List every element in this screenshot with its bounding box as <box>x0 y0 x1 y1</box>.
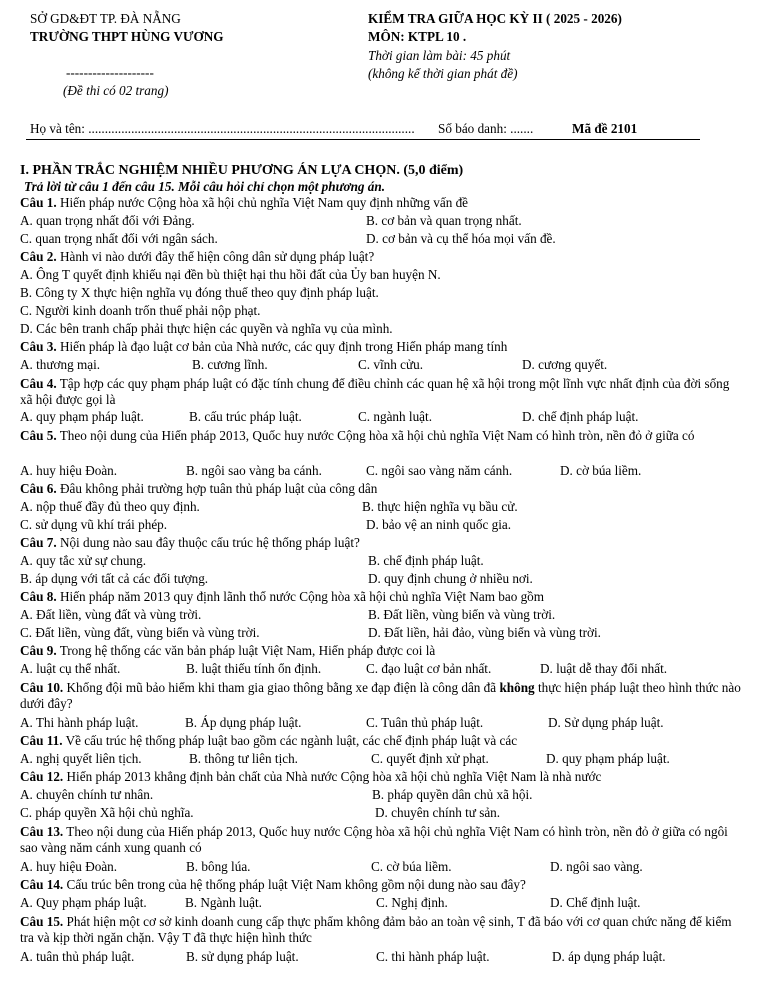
options-row <box>20 214 744 229</box>
option-c[interactable]: B. áp dụng với tất cả các đối tượng. <box>20 571 209 586</box>
option-a[interactable]: A. quy tắc xử sự chung. <box>20 553 147 568</box>
question-9 <box>20 644 744 659</box>
question-4 <box>20 376 744 408</box>
school-name: TRƯỜNG THPT HÙNG VƯƠNG <box>30 29 224 44</box>
option-c[interactable]: C. Đất liền, vùng đất, vùng biển và vùng trời. <box>20 625 260 640</box>
question-number: Câu 12. <box>20 769 64 784</box>
question-emphasis: không <box>499 680 535 695</box>
question-number: Câu 4. <box>20 376 57 391</box>
pages-note: (Đề thi có 02 trang) <box>63 83 169 98</box>
option-b[interactable]: B. chế định pháp luật. <box>368 553 484 568</box>
duration-note: (không kể thời gian phát đề) <box>368 66 518 81</box>
option-c[interactable]: C. thi hành pháp luật. <box>376 949 490 964</box>
options-row <box>20 572 744 587</box>
question-text: Hiến pháp nước Cộng hòa xã hội chủ nghĩa Việt Nam quy định những vấn đề <box>59 195 469 210</box>
option-b[interactable]: B. luật thiếu tính ổn định. <box>186 661 322 676</box>
question-text: Đâu không phải trường hợp tuân thủ pháp luật của công dân <box>59 481 378 496</box>
options-row <box>20 304 744 319</box>
question-text: Về cấu trúc hệ thống pháp luật bao gồm các ngành luật, các chế định pháp luật và các <box>65 733 518 748</box>
option-d[interactable]: D. Các bên tranh chấp phải thực hiện các quyền và nghĩa vụ của mình. <box>20 321 393 336</box>
question-text: Theo nội dung của Hiến pháp 2013, Quốc huy nước Cộng hòa xã hội chủ nghĩa Việt Nam có hình tròn, nền đỏ ở giữa có ngôi sao vàng năm cánh xung quanh có <box>20 824 728 855</box>
question-6 <box>20 482 744 497</box>
option-c[interactable]: C. Tuân thủ pháp luật. <box>366 715 484 730</box>
options-row <box>20 806 744 821</box>
option-b[interactable]: B. thực hiện nghĩa vụ bầu cử. <box>362 499 518 514</box>
options-row <box>20 268 744 283</box>
options-row <box>20 752 744 767</box>
option-a[interactable]: A. quan trọng nhất đối với Đảng. <box>20 213 195 228</box>
option-a[interactable]: A. Ông T quyết định khiếu nại đền bù thiệt hại thu hồi đất của Ủy ban huyện N. <box>20 267 441 282</box>
option-a[interactable]: A. Thi hành pháp luật. <box>20 715 139 730</box>
options-row <box>20 554 744 569</box>
option-d[interactable]: D. luật dễ thay đổi nhất. <box>540 661 668 676</box>
option-d[interactable]: D. Đất liền, hải đảo, vùng biển và vùng trời. <box>368 625 601 640</box>
question-2 <box>20 250 744 265</box>
option-d[interactable]: D. cương quyết. <box>522 357 608 372</box>
info-underline <box>26 139 700 140</box>
option-d[interactable]: D. ngôi sao vàng. <box>550 859 643 874</box>
question-text: Hiến pháp 2013 khẳng định bản chất của Nhà nước Cộng hòa xã hội chủ nghĩa Việt Nam là nhà nước <box>66 769 602 784</box>
question-text: Hành vi nào dưới đây thể hiện công dân sử dụng pháp luật? <box>59 249 375 264</box>
question-text: Trong hệ thống các văn bản pháp luật Việt Nam, Hiến pháp được coi là <box>59 643 436 658</box>
option-d[interactable]: D. Chế định luật. <box>550 895 641 910</box>
option-b[interactable]: B. ngôi sao vàng ba cánh. <box>186 463 322 478</box>
option-c[interactable]: C. vĩnh cửu. <box>358 357 424 372</box>
question-number: Câu 13. <box>20 824 64 839</box>
question-number: Câu 15. <box>20 914 64 929</box>
question-number: Câu 11. <box>20 733 63 748</box>
option-a[interactable]: A. nộp thuế đầy đủ theo quy định. <box>20 499 200 514</box>
subject-title: MÔN: KTPL 10 . <box>368 29 467 44</box>
option-a[interactable]: A. quy phạm pháp luật. <box>20 409 144 424</box>
option-d[interactable]: D. cơ bản và cụ thể hóa mọi vấn đề. <box>366 231 556 246</box>
option-d[interactable]: D. cờ búa liềm. <box>560 463 642 478</box>
options-row <box>20 716 744 731</box>
options-row <box>20 232 744 247</box>
options-row <box>20 322 744 337</box>
question-number: Câu 5. <box>20 428 57 443</box>
option-c[interactable]: C. ngành luật. <box>358 409 432 424</box>
option-d[interactable]: D. chế định pháp luật. <box>522 409 639 424</box>
question-number: Câu 6. <box>20 481 57 496</box>
question-number: Câu 14. <box>20 877 64 892</box>
question-text: Theo nội dung của Hiến pháp 2013, Quốc huy nước Cộng hòa xã hội chủ nghĩa Việt Nam có hình tròn, nền đỏ ở giữa có <box>59 428 695 443</box>
option-b[interactable]: B. pháp quyền dân chủ xã hội. <box>372 787 533 802</box>
section-instruction: Trả lời từ câu 1 đến câu 15. Mỗi câu hỏi chỉ chọn một phương án. <box>24 179 386 194</box>
option-b[interactable]: B. cấu trúc pháp luật. <box>189 409 302 424</box>
option-d[interactable]: D. áp dụng pháp luật. <box>552 949 666 964</box>
student-id-field: Số báo danh: ....... <box>438 121 534 136</box>
question-10 <box>20 680 744 712</box>
department-name: SỞ GD&ĐT TP. ĐÀ NẴNG <box>30 11 181 26</box>
options-row <box>20 410 744 425</box>
question-11 <box>20 734 744 749</box>
option-d[interactable]: D. bảo vệ an ninh quốc gia. <box>366 517 512 532</box>
option-c[interactable]: C. Người kinh doanh trốn thuế phải nộp phạt. <box>20 303 261 318</box>
options-row <box>20 500 744 515</box>
duration: Thời gian làm bài: 45 phút <box>368 48 511 63</box>
question-text: Tập hợp các quy phạm pháp luật có đặc tính chung để điều chỉnh các quan hệ xã hội trong một lĩnh vực nhất định của đời sống xã hội được gọi là <box>20 376 730 407</box>
option-a[interactable]: A. Đất liền, vùng đất và vùng trời. <box>20 607 202 622</box>
option-c[interactable]: C. quan trọng nhất đối với ngân sách. <box>20 231 218 246</box>
question-8 <box>20 590 744 605</box>
option-a[interactable]: A. tuân thủ pháp luật. <box>20 949 135 964</box>
option-b[interactable]: B. Đất liền, vùng biển và vùng trời. <box>368 607 556 622</box>
student-name-field: Họ và tên: ................................................................................................... <box>30 121 415 136</box>
options-row <box>20 788 744 803</box>
question-15 <box>20 914 744 946</box>
option-a[interactable]: A. luật cụ thể nhất. <box>20 661 121 676</box>
question-number: Câu 1. <box>20 195 57 210</box>
question-number: Câu 3. <box>20 339 57 354</box>
option-a[interactable]: A. huy hiệu Đoàn. <box>20 463 118 478</box>
question-text: Khống đội mũ bảo hiểm khi tham gia giao thông bằng xe đạp điện là công dân đã <box>66 680 500 695</box>
options-row <box>20 860 744 875</box>
question-12 <box>20 770 744 785</box>
option-b[interactable]: B. thông tư liên tịch. <box>189 751 298 766</box>
option-c[interactable]: C. Nghị định. <box>376 895 448 910</box>
options-row <box>20 358 744 373</box>
option-b[interactable]: B. sử dụng pháp luật. <box>186 949 299 964</box>
option-d[interactable]: D. quy phạm pháp luật. <box>546 751 670 766</box>
option-d[interactable]: D. quy định chung ở nhiều nơi. <box>368 571 533 586</box>
options-row <box>20 608 744 623</box>
question-text: Hiến pháp là đạo luật cơ bản của Nhà nước, các quy định trong Hiến pháp mang tính <box>59 339 508 354</box>
question-number: Câu 2. <box>20 249 57 264</box>
question-text: Nội dung nào sau đây thuộc cấu trúc hệ thống pháp luật? <box>59 535 360 550</box>
exam-title: KIỂM TRA GIỮA HỌC KỲ II ( 2025 - 2026) <box>368 11 622 26</box>
question-number: Câu 7. <box>20 535 57 550</box>
question-number: Câu 9. <box>20 643 57 658</box>
option-b[interactable]: B. Ngành luật. <box>185 895 262 910</box>
option-d[interactable]: D. Sử dụng pháp luật. <box>548 715 664 730</box>
question-14 <box>20 878 744 893</box>
option-a[interactable]: A. thương mại. <box>20 357 101 372</box>
option-a[interactable]: A. huy hiệu Đoàn. <box>20 859 118 874</box>
section-title: I. PHẦN TRẮC NGHIỆM NHIỀU PHƯƠNG ÁN LỰA CHỌN. (5,0 điểm) <box>20 163 464 178</box>
question-3 <box>20 340 744 355</box>
question-text: Cấu trúc bên trong của hệ thống pháp luật Việt Nam không gồm nội dung nào sau đây? <box>66 877 526 892</box>
option-c[interactable]: C. ngôi sao vàng năm cánh. <box>366 463 513 478</box>
option-b[interactable]: B. cơ bản và quan trọng nhất. <box>366 213 522 228</box>
option-c[interactable]: C. pháp quyền Xã hội chủ nghĩa. <box>20 805 194 820</box>
options-row <box>20 626 744 641</box>
options-row <box>20 464 744 479</box>
question-text-end: thực hiện pháp luật theo hình thức nào dưới đây? <box>20 680 741 711</box>
option-c[interactable]: C. đạo luật cơ bản nhất. <box>366 661 492 676</box>
option-b[interactable]: B. cương lĩnh. <box>192 357 268 372</box>
option-b[interactable]: B. bông lúa. <box>186 859 251 874</box>
options-row <box>20 518 744 533</box>
option-c[interactable]: C. quyết định xử phạt. <box>371 751 489 766</box>
question-13 <box>20 824 744 856</box>
option-a[interactable]: A. nghị quyết liên tịch. <box>20 751 142 766</box>
option-d[interactable]: D. chuyên chính tư sản. <box>375 805 501 820</box>
options-row <box>20 286 744 301</box>
option-b[interactable]: B. Áp dụng pháp luật. <box>185 715 302 730</box>
question-number: Câu 8. <box>20 589 57 604</box>
question-7 <box>20 536 744 551</box>
option-c[interactable]: C. sử dụng vũ khí trái phép. <box>20 517 168 532</box>
question-text: Phát hiện một cơ sở kinh doanh cung cấp thực phẩm không đảm bảo an toàn vệ sinh, T đã báo với cơ quan chức năng để kiểm tra và kịp thời ngăn chặn. Vậy T đã thực hiện hình thức <box>20 914 732 945</box>
question-1 <box>20 196 744 211</box>
option-c[interactable]: C. cờ búa liềm. <box>371 859 452 874</box>
options-row <box>20 896 744 911</box>
question-text: Hiến pháp năm 2013 quy định lãnh thổ nước Cộng hòa xã hội chủ nghĩa Việt Nam bao gồm <box>59 589 545 604</box>
option-a[interactable]: A. Quy phạm pháp luật. <box>20 895 147 910</box>
option-b[interactable]: B. Công ty X thực hiện nghĩa vụ đóng thuế theo quy định pháp luật. <box>20 285 379 300</box>
question-number: Câu 10. <box>20 680 64 695</box>
option-a[interactable]: A. chuyên chính tư nhân. <box>20 787 154 802</box>
question-5 <box>20 428 744 444</box>
exam-code: Mã đề 2101 <box>572 121 638 136</box>
options-row <box>20 950 744 965</box>
header-dashes: -------------------- <box>66 65 154 80</box>
options-row <box>20 662 744 677</box>
